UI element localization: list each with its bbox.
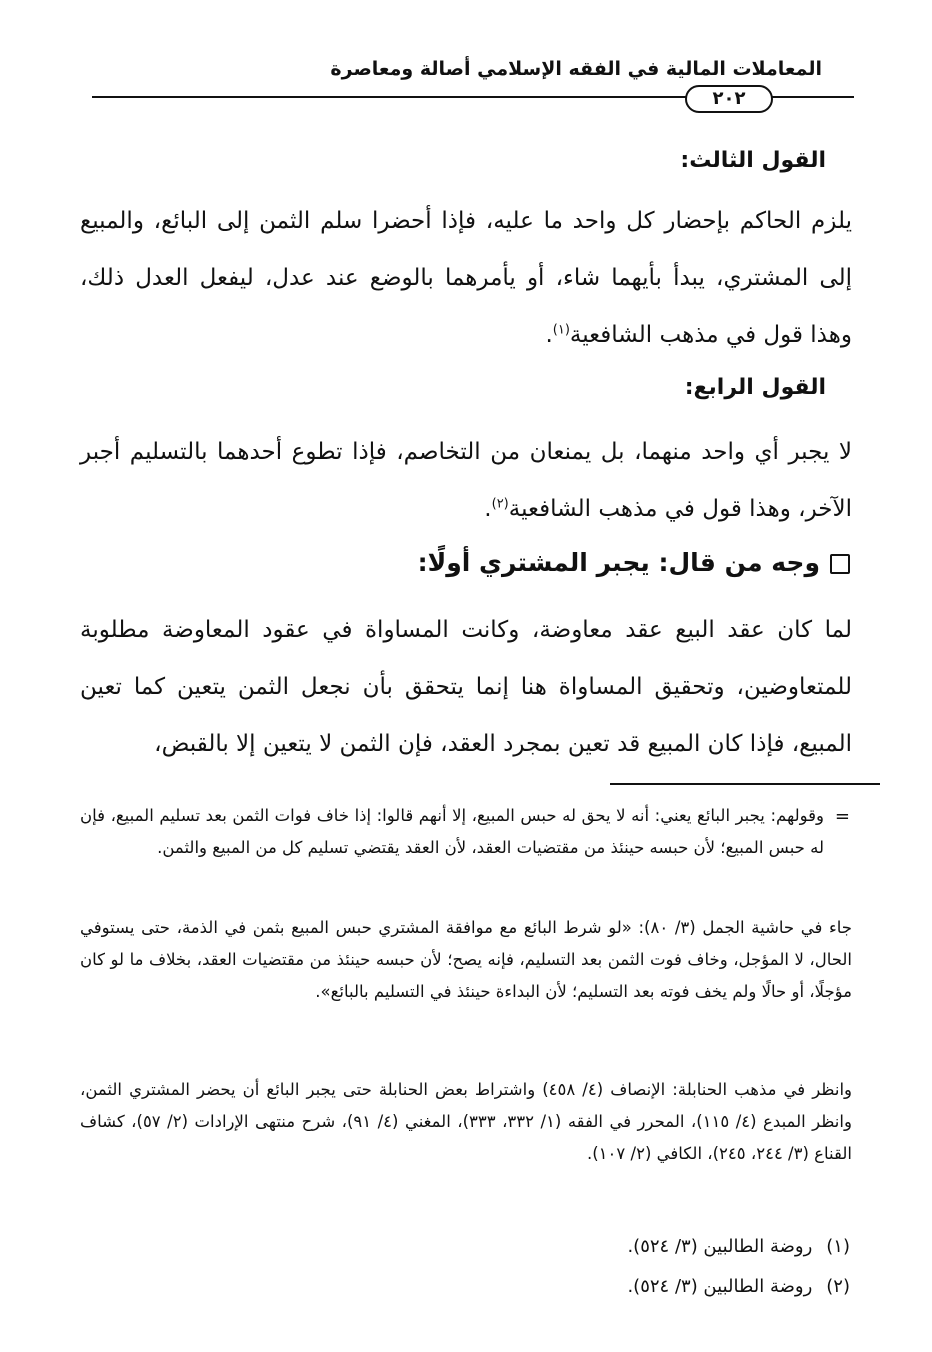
footnote-2 <box>627 1276 850 1297</box>
paragraph-end: . <box>484 496 492 522</box>
footnote-continued-block <box>80 912 852 1008</box>
footnote-continued-block <box>80 800 824 864</box>
running-title: المعاملات المالية في الفقه الإسلامي أصالة ومعاصرة <box>330 58 822 80</box>
footnote-1 <box>627 1236 850 1257</box>
paragraph-argument: لما كان عقد البيع عقد معاوضة، وكانت المساواة في عقود المعاوضة مطلوبة للمتعاوضين، وتحقيق المساواة هنا إنما يتحقق بأن نجعل الثمن يتعين كما تعين المبيع، فإذا كان المبيع قد تعين بمجرد العقد، فإن الثمن لا يتعين إلا بالقبض، <box>80 617 852 757</box>
page-number: ٢٠٢ <box>685 85 773 113</box>
argument-heading <box>418 548 850 577</box>
argument-heading-text: وجه من قال: يجبر المشتري أولًا: <box>417 548 820 577</box>
footnote-ref-2: (٢) <box>491 496 509 512</box>
section-heading-fourth-opinion: القول الرابع: <box>684 375 826 400</box>
footnote-text: روضة الطالبين (٣/ ٥٢٤). <box>627 1276 813 1297</box>
footnote-continuation-mark: = <box>834 806 850 827</box>
footnote-ref-1: (١) <box>552 322 570 338</box>
footnote-number: (٢) <box>826 1276 850 1297</box>
footnote-continued-paragraph: وقولهم: يجبر البائع يعني: أنه لا يحق له حبس المبيع، إلا أنهم قالوا: إذا خاف فوات الثمن بعد تسليم المبيع، فإن له حبس المبيع؛ لأن حبسه حينئذ من مقتضيات العقد، لأن العقد يقتضي تسليم كل من المبيع والثمن. <box>80 806 824 857</box>
footnote-continued-paragraph: وانظر في مذهب الحنابلة: الإنصاف (٤/ ٤٥٨) واشتراط بعض الحنابلة حتى يجبر البائع أن يحضر المشتري الثمن، وانظر المبدع (٤/ ١١٥)، المحرر في الفقه (١/ ٣٣٢، ٣٣٣)، المغني (٤/ ٩١)، شرح منتهى الإرادات (٢/ ٥٧)، كشاف القناع (٣/ ٢٤٤، ٢٤٥)، الكافي (٢/ ١٠٧). <box>80 1080 852 1163</box>
footnote-number: (١) <box>826 1236 850 1257</box>
square-bullet-icon <box>830 554 850 574</box>
paragraph-fourth-opinion <box>80 424 852 538</box>
paragraph-text: يلزم الحاكم بإحضار كل واحد ما عليه، فإذا أحضرا سلم الثمن إلى البائع، والمبيع إلى المشتري، يبدأ بأيهما شاء، أو يأمرهما بالوضع عند عدل، ليفعل العدل ذلك، وهذا قول في مذهب الشافعية <box>80 208 852 348</box>
footnote-text: روضة الطالبين (٣/ ٥٢٤). <box>627 1236 813 1257</box>
paragraph-end: . <box>545 322 553 348</box>
section-heading-third-opinion: القول الثالث: <box>680 148 826 173</box>
footnote-continued-paragraph: جاء في حاشية الجمل (٣/ ٨٠): «لو شرط البائع مع موافقة المشتري حبس المبيع بثمن في الذمة، حتى يستوفي الحال، لا المؤجل، وخاف فوت الثمن بعد التسليم، فإنه يصح؛ لأن حبسه حينئذ من مقتضيات العقد، بخلاف ما لو كان مؤجلًا، أو حالًا ولم يخف فوته بعد التسليم؛ لأن البداءة حينئذ في التسليم بالبائع». <box>80 918 852 1001</box>
paragraph-text: لا يجبر أي واحد منهما، بل يمنعان من التخاصم، فإذا تطوع أحدهما بالتسليم أجبر الآخر، وهذا قول في مذهب الشافعية <box>80 439 852 522</box>
footnote-separator <box>610 783 880 785</box>
footnote-continued-block <box>80 1074 852 1170</box>
paragraph-third-opinion <box>80 193 852 364</box>
